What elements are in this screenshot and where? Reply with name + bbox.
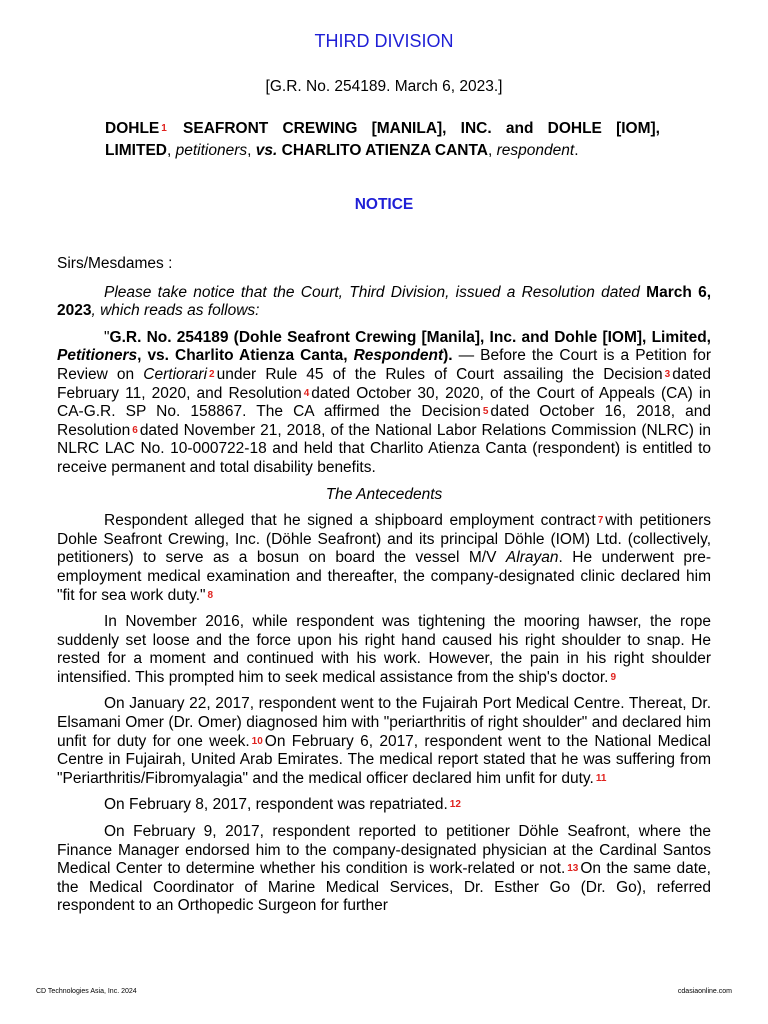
paragraph-2 [57, 512, 711, 605]
footnote-ref-5[interactable]: 5 [482, 406, 489, 418]
petitioners-label: petitioners [175, 142, 248, 159]
footnote-ref-3[interactable]: 3 [664, 368, 671, 380]
paragraph-4 [57, 695, 711, 788]
paragraph-text: Respondent alleged that he signed a shipboard employment contract [104, 512, 596, 530]
versus-label: vs. [255, 142, 278, 159]
paragraph-text: — Before the Court is a Petition for Review on [57, 347, 712, 383]
paragraph-3 [57, 613, 711, 687]
vessel-name: Alrayan [505, 549, 559, 567]
petitioners-italic: Petitioners [57, 347, 138, 365]
caption-period: . [574, 142, 579, 159]
paragraph-text: dated October 16, 2018, and Resolution [57, 403, 711, 439]
paragraph-text: On February 9, 2017, respondent reported to petitioner Döhle Seafront, where the Finance Manager endorsed him to the company-designated physician at the Cardinal Santos Medical Center to determine whether his condition is work-related or not. [57, 823, 711, 878]
caption-comma: , [488, 142, 497, 159]
footnote-ref-6[interactable]: 6 [132, 424, 138, 436]
case-number-line: [G.R. No. 254189. March 6, 2023.] [265, 78, 503, 95]
respondent-name: CHARLITO ATIENZA CANTA [277, 142, 488, 159]
antecedents-heading: The Antecedents [325, 485, 443, 503]
respondent-italic: Respondent [353, 347, 444, 365]
paragraph-text: dated November 21, 2018, of the National Labor Relations Commission (NLRC) in NLRC LAC No. 10-000722-18 and held that Charlito Atienza Canta (respondent) is entitled to receive permanent and total disability benefits. [57, 421, 711, 476]
resolution-date: March 6, 2023 [57, 283, 711, 320]
footnote-ref-10[interactable]: 10 [251, 735, 263, 747]
case-title-close: ). [443, 347, 453, 365]
paragraph-5 [57, 796, 711, 815]
case-title-bold-2: , vs. Charlito Atienza Canta, [137, 347, 354, 365]
paragraph-text: On the same date, the Medical Coordinator of Marine Medical Services, Dr. Esther Go (Dr. Go), referred respondent to an Orthopedic Surgeon for further [57, 860, 711, 915]
paragraph-text: On January 22, 2017, respondent went to the Fujairah Port Medical Centre. Thereat, Dr. Elsamani Omer (Dr. Omer) diagnosed him with "periarthritis of right shoulder" and declared him unfit for duty for one week. [57, 695, 711, 750]
intro-paragraph [57, 284, 711, 321]
intro-text: Please take notice that the Court, Third Division, issued a Resolution dated [104, 283, 647, 301]
footnote-ref-4[interactable]: 4 [303, 387, 310, 399]
footer-copyright: CD Technologies Asia, Inc. 2024 [36, 988, 137, 995]
certiorari-italic: Certiorari [143, 365, 208, 383]
paragraph-text: dated February 11, 2020, and Resolution [57, 365, 711, 402]
paragraph-1 [57, 329, 711, 478]
paragraph-text: On February 6, 2017, respondent went to the National Medical Centre in Fujairah, United Arab Emirates. The medical report stated that he was suffering from "Periarthritis/Fibromyalagia" and the medical officer declared him unfit for duty. [57, 732, 711, 787]
footnote-ref-9[interactable]: 9 [610, 671, 617, 683]
footer-site[interactable]: cdasiaonline.com [677, 988, 732, 995]
footnote-ref-1[interactable]: 1 [161, 123, 167, 134]
footnote-ref-13[interactable]: 13 [567, 863, 579, 875]
division-heading: THIRD DIVISION [314, 31, 454, 51]
paragraph-text: dated October 30, 2020, of the Court of Appeals (CA) in CA-G.R. SP No. 158867. The CA affirmed the Decision [57, 384, 711, 421]
paragraph-text: On February 8, 2017, respondent was repatriated. [104, 796, 448, 814]
caption-comma: , [167, 142, 176, 159]
document-body [57, 255, 711, 924]
paragraph-text: with petitioners Dohle Seafront Crewing, Inc. (Döhle Seafront) and its principal Döhle (IOM) Ltd. (collectively, petitioners) to serve as a bosun on board the vessel M/V [57, 512, 711, 567]
case-caption [105, 118, 660, 162]
footnote-ref-7[interactable]: 7 [597, 515, 604, 527]
intro-text-end: , which reads as follows: [91, 302, 260, 320]
paragraph-text: . He underwent pre-employment medical examination and thereafter, the company-designated clinic declared him "fit for sea work duty." [57, 549, 711, 604]
footnote-ref-2[interactable]: 2 [209, 368, 215, 380]
caption-comma: , [247, 142, 256, 159]
petitioner-name-rest: SEAFRONT CREWING [MANILA], INC. and DOHLE [IOM], LIMITED [105, 120, 660, 159]
salutation: Sirs/Mesdames : [57, 255, 173, 272]
paragraph-text: In November 2016, while respondent was tightening the mooring hawser, the rope suddenly set loose and the force upon his right hand caused his right shoulder to snap. He rested for a moment and continued with his work. However, the pain in his right shoulder intensified. This prompted him to seek medical assistance from the ship's doctor. [57, 613, 711, 686]
footnote-ref-8[interactable]: 8 [207, 589, 214, 601]
paragraph-6 [57, 823, 711, 916]
petitioner-name-start: DOHLE [105, 120, 160, 137]
respondent-label: respondent [496, 142, 575, 159]
footnote-ref-12[interactable]: 12 [449, 799, 461, 811]
case-title-bold: G.R. No. 254189 (Dohle Seafront Crewing [Manila], Inc. and Dohle [IOM], Limited, [109, 328, 711, 346]
footnote-ref-11[interactable]: 11 [595, 772, 607, 784]
open-quote: " [104, 328, 110, 346]
notice-title: NOTICE [354, 196, 414, 213]
paragraph-text: under Rule 45 of the Rules of Court assailing the Decision [216, 365, 663, 383]
